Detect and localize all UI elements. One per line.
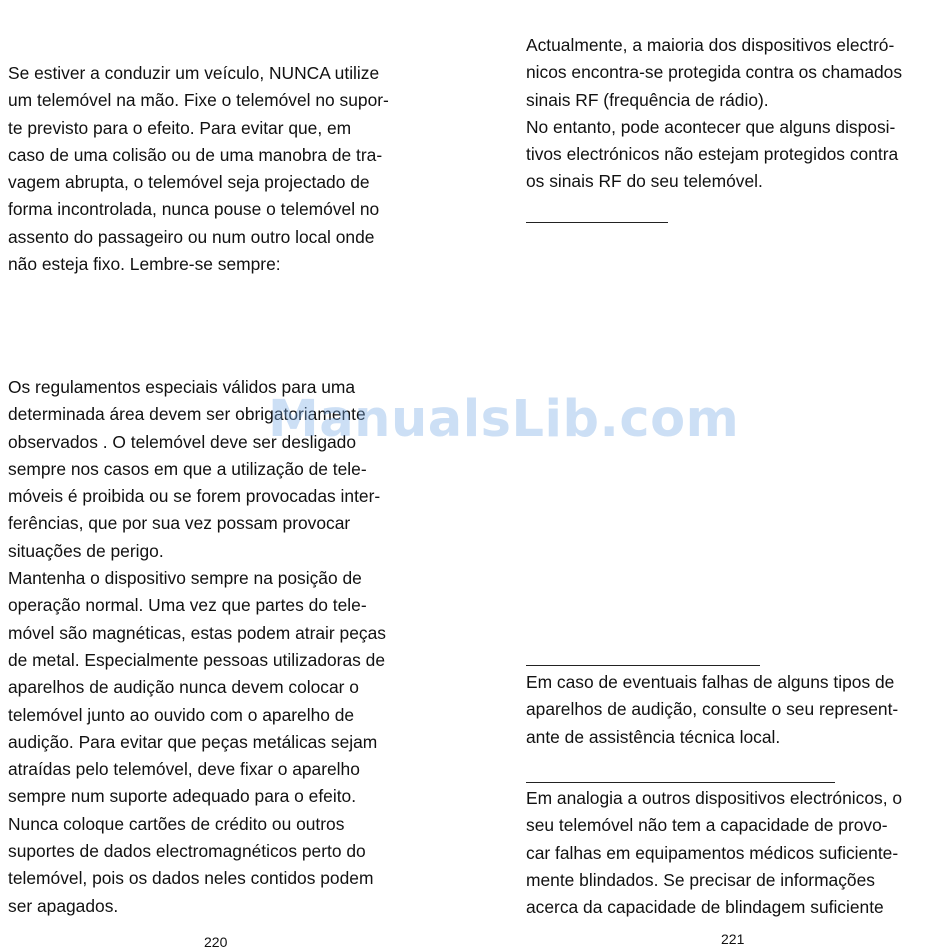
text-line: te previsto para o efeito. Para evitar que, em	[8, 117, 352, 138]
text-line: situações de perigo.	[8, 540, 164, 561]
text-line: móvel são magnéticas, estas podem atrair peças	[8, 622, 386, 643]
text-line: não esteja fixo. Lembre-se sempre:	[8, 254, 281, 275]
text-line: os sinais RF do seu telemóvel.	[526, 171, 763, 192]
text-line: caso de uma colisão ou de uma manobra de tra-	[8, 144, 383, 165]
text-line: assento do passageiro ou num outro local onde	[8, 226, 375, 247]
text-line: vagem abrupta, o telemóvel seja projectado de	[8, 172, 370, 193]
text-line: car falhas em equipamentos médicos suficiente-	[526, 842, 899, 863]
right-page-paragraph-medical-devices	[526, 785, 902, 921]
page-number-right: 221	[721, 931, 745, 947]
page-number-left: 220	[204, 934, 228, 950]
text-line: telemóvel junto ao ouvido com o aparelho de	[8, 704, 355, 725]
text-line: aparelhos de audição, consulte o seu represent-	[526, 699, 899, 720]
text-line: Nunca coloque cartões de crédito ou outros	[8, 813, 345, 834]
text-line: No entanto, pode acontecer que alguns disposi-	[526, 116, 896, 137]
section-divider	[526, 665, 760, 666]
text-line: Mantenha o dispositivo sempre na posição de	[8, 568, 362, 589]
text-line: determinada área devem ser obrigatoriamente	[8, 404, 366, 425]
text-line: Em analogia a outros dispositivos electrónicos, o	[526, 788, 903, 808]
text-line: sinais RF (frequência de rádio).	[526, 89, 769, 110]
right-page-paragraph-hearing-aids	[526, 669, 898, 751]
left-page-paragraph-driving	[8, 60, 389, 278]
text-line: telemóvel, pois os dados neles contidos podem	[8, 868, 374, 889]
text-line: mente blindados. Se precisar de informações	[526, 869, 875, 890]
text-line: ferências, que por sua vez possam provocar	[8, 513, 351, 534]
text-line: Os regulamentos especiais válidos para uma	[8, 377, 356, 397]
text-line: ser apagados.	[8, 895, 119, 916]
text-line: suportes de dados electromagnéticos perto do	[8, 841, 366, 862]
text-line: tivos electrónicos não estejam protegidos contra	[526, 144, 899, 165]
text-line: nicos encontra-se protegida contra os chamados	[526, 62, 903, 83]
text-line: móveis é proibida ou se forem provocadas inter-	[8, 486, 381, 507]
text-line: de metal. Especialmente pessoas utilizadoras de	[8, 649, 386, 670]
text-line: sempre nos casos em que a utilização de tele-	[8, 458, 367, 479]
text-line: Se estiver a conduzir um veículo, NUNCA utilize	[8, 63, 380, 83]
text-line: Em caso de eventuais falhas de alguns tipos de	[526, 672, 895, 692]
text-line: sempre num suporte adequado para o efeito.	[8, 786, 357, 807]
text-line: operação normal. Uma vez que partes do tele-	[8, 595, 367, 616]
text-line: ante de assistência técnica local.	[526, 726, 781, 747]
text-line: seu telemóvel não tem a capacidade de provo-	[526, 815, 888, 836]
left-page-paragraph-regulations	[8, 374, 386, 920]
section-divider	[526, 222, 668, 223]
section-divider	[526, 782, 835, 783]
text-line: aparelhos de audição nunca devem colocar o	[8, 677, 359, 698]
text-line: forma incontrolada, nunca pouse o telemóvel no	[8, 199, 380, 220]
text-line: acerca da capacidade de blindagem suficiente	[526, 897, 884, 918]
text-line: observados . O telemóvel deve ser desligado	[8, 431, 357, 452]
text-line: um telemóvel na mão. Fixe o telemóvel no supor-	[8, 90, 389, 111]
watermark-logo: ManualsLib.com	[268, 390, 740, 449]
right-page-paragraph-rf-signals	[526, 32, 902, 196]
text-line: atraídas pelo telemóvel, deve fixar o aparelho	[8, 759, 360, 780]
text-line: audição. Para evitar que peças metálicas sejam	[8, 731, 378, 752]
text-line: Actualmente, a maioria dos dispositivos electró-	[526, 35, 895, 55]
